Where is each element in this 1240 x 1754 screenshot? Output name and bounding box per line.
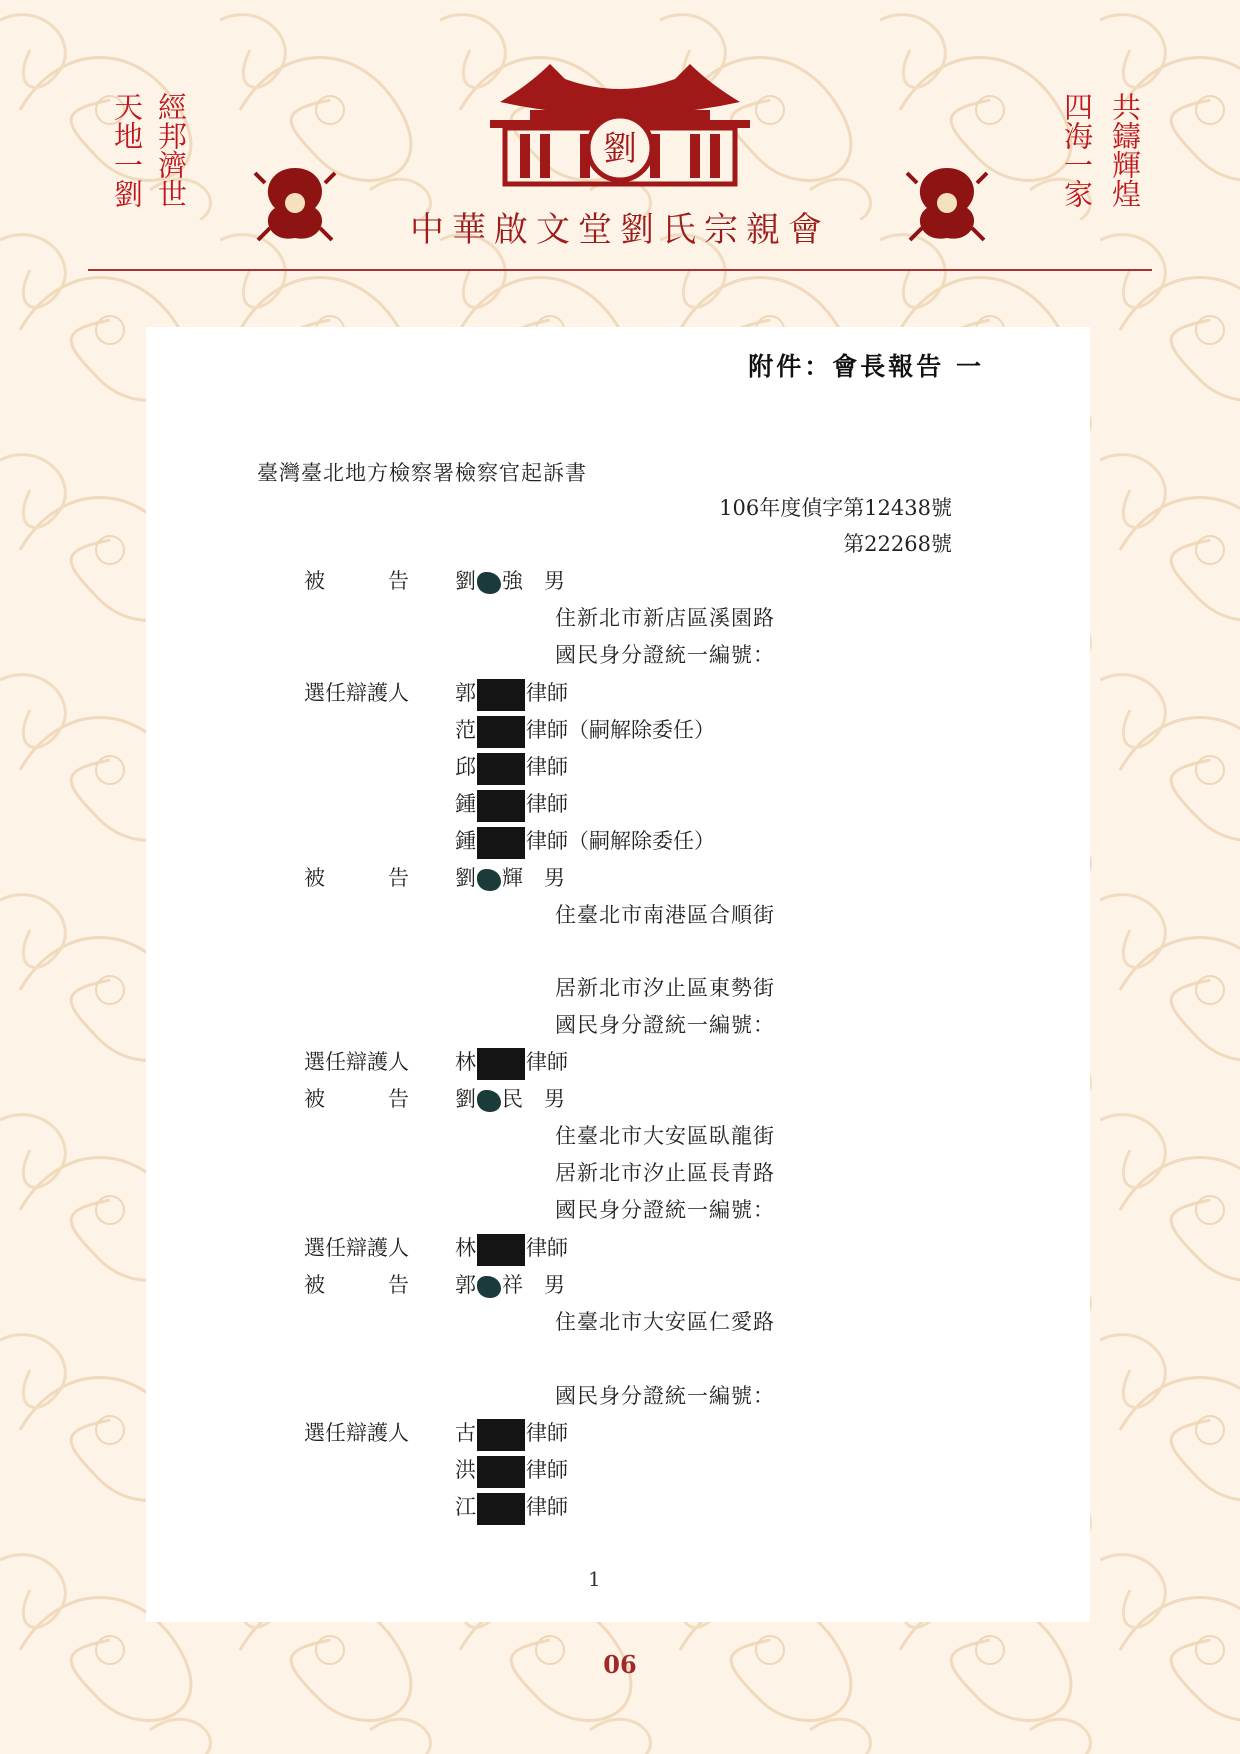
letterhead [0, 0, 1240, 280]
address-line: 住新北市新店區溪園路 [555, 606, 775, 630]
counsel-suffix: 律師 [526, 755, 568, 779]
party-role: 被 告 [304, 1273, 409, 1297]
redaction-box [477, 1456, 525, 1488]
redaction-box [477, 1234, 525, 1266]
address-line: 居新北市汐止區長青路 [555, 1161, 775, 1185]
name-char: 民 [502, 1087, 523, 1111]
gender: 男 [544, 569, 565, 593]
redaction-box [477, 790, 525, 822]
redaction-box [477, 1419, 525, 1451]
surname: 范 [455, 718, 476, 742]
counsel-name [455, 714, 715, 748]
redaction-box [477, 753, 525, 785]
counsel-suffix: 律師 [526, 1236, 568, 1260]
surname: 洪 [455, 1458, 476, 1482]
id-line: 國民身分證統一編號： [555, 1013, 775, 1037]
counsel-name [455, 1417, 568, 1451]
redaction-mark [477, 869, 501, 891]
redaction-mark [477, 1090, 501, 1112]
gender: 男 [544, 1273, 565, 1297]
address-line: 住臺北市大安區仁愛路 [555, 1310, 775, 1334]
counsel-suffix: 律師 [526, 792, 568, 816]
redaction-box [477, 1493, 525, 1525]
counsel-suffix: 律師 [526, 681, 568, 705]
counsel-name [455, 677, 568, 711]
couplet-right-outer [1106, 92, 1144, 208]
header-divider [88, 269, 1152, 271]
counsel-suffix: 律師 [526, 1421, 568, 1445]
party-role: 選任辯護人 [304, 1421, 409, 1445]
counsel-suffix: 律師（嗣解除委任） [526, 718, 715, 742]
dragon-left-icon [250, 158, 340, 248]
surname: 林 [455, 1236, 476, 1260]
couplet-text: 經邦濟世 [154, 92, 188, 208]
party-name [455, 862, 565, 892]
name-char: 劉 [455, 866, 476, 890]
redaction-box [477, 827, 525, 859]
counsel-suffix: 律師（嗣解除委任） [526, 829, 715, 853]
id-line: 國民身分證統一編號： [555, 1198, 775, 1222]
party-role: 選任辯護人 [304, 1050, 409, 1074]
counsel-name [455, 1232, 568, 1266]
temple-logo-icon [470, 54, 770, 189]
surname: 鍾 [455, 829, 476, 853]
party-role: 被 告 [304, 866, 409, 890]
counsel-suffix: 律師 [526, 1495, 568, 1519]
party-role: 被 告 [304, 569, 409, 593]
id-line: 國民身分證統一編號： [555, 643, 775, 667]
counsel-name [455, 1454, 568, 1488]
couplet-left-outer [152, 92, 190, 208]
attachment-title: 附件：會長報告 一 [748, 352, 984, 381]
address-line: 住臺北市南港區合順街 [555, 903, 775, 927]
logo-glyph: 劉 [603, 129, 637, 169]
counsel-name [455, 751, 568, 785]
counsel-name [455, 788, 568, 822]
name-char: 強 [502, 569, 523, 593]
party-role: 被 告 [304, 1087, 409, 1111]
surname: 郭 [455, 681, 476, 705]
address-line: 住臺北市大安區臥龍街 [555, 1124, 775, 1148]
party-name [455, 565, 565, 595]
case-number: 106年度偵字第12438號 [719, 496, 952, 520]
party-name [455, 1269, 565, 1299]
name-char: 輝 [502, 866, 523, 890]
surname: 古 [455, 1421, 476, 1445]
id-line: 國民身分證統一編號： [555, 1384, 775, 1408]
surname: 林 [455, 1050, 476, 1074]
counsel-name [455, 825, 715, 859]
surname: 邱 [455, 755, 476, 779]
redaction-mark [477, 1276, 501, 1298]
couplet-right-inner [1058, 92, 1096, 208]
redaction-box [477, 716, 525, 748]
document-title: 臺灣臺北地方檢察署檢察官起訴書 [257, 461, 587, 485]
redaction-mark [477, 572, 501, 594]
party-role: 選任辯護人 [304, 681, 409, 705]
dragon-right-icon [902, 158, 992, 248]
folio-number: 06 [603, 1650, 637, 1679]
surname: 鍾 [455, 792, 476, 816]
redaction-box [477, 1048, 525, 1080]
redaction-box [477, 679, 525, 711]
surname: 江 [455, 1495, 476, 1519]
organization-name: 中華啟文堂劉氏宗親會 [410, 210, 830, 250]
case-number: 第22268號 [843, 532, 952, 556]
counsel-name [455, 1491, 568, 1525]
party-role: 選任辯護人 [304, 1236, 409, 1260]
couplet-left-inner [108, 92, 146, 208]
name-char: 郭 [455, 1273, 476, 1297]
party-name [455, 1083, 565, 1113]
gender: 男 [544, 866, 565, 890]
couplet-text: 共鑄輝煌 [1108, 92, 1142, 208]
name-char: 劉 [455, 1087, 476, 1111]
name-char: 祥 [502, 1273, 523, 1297]
couplet-text: 四海一家 [1060, 92, 1094, 208]
couplet-text: 天地一劉 [110, 92, 144, 208]
document-page-number: 1 [588, 1567, 601, 1591]
name-char: 劉 [455, 569, 476, 593]
counsel-suffix: 律師 [526, 1458, 568, 1482]
counsel-suffix: 律師 [526, 1050, 568, 1074]
counsel-name [455, 1046, 568, 1080]
gender: 男 [544, 1087, 565, 1111]
address-line: 居新北市汐止區東勢街 [555, 976, 775, 1000]
indictment-document [146, 327, 1090, 1622]
